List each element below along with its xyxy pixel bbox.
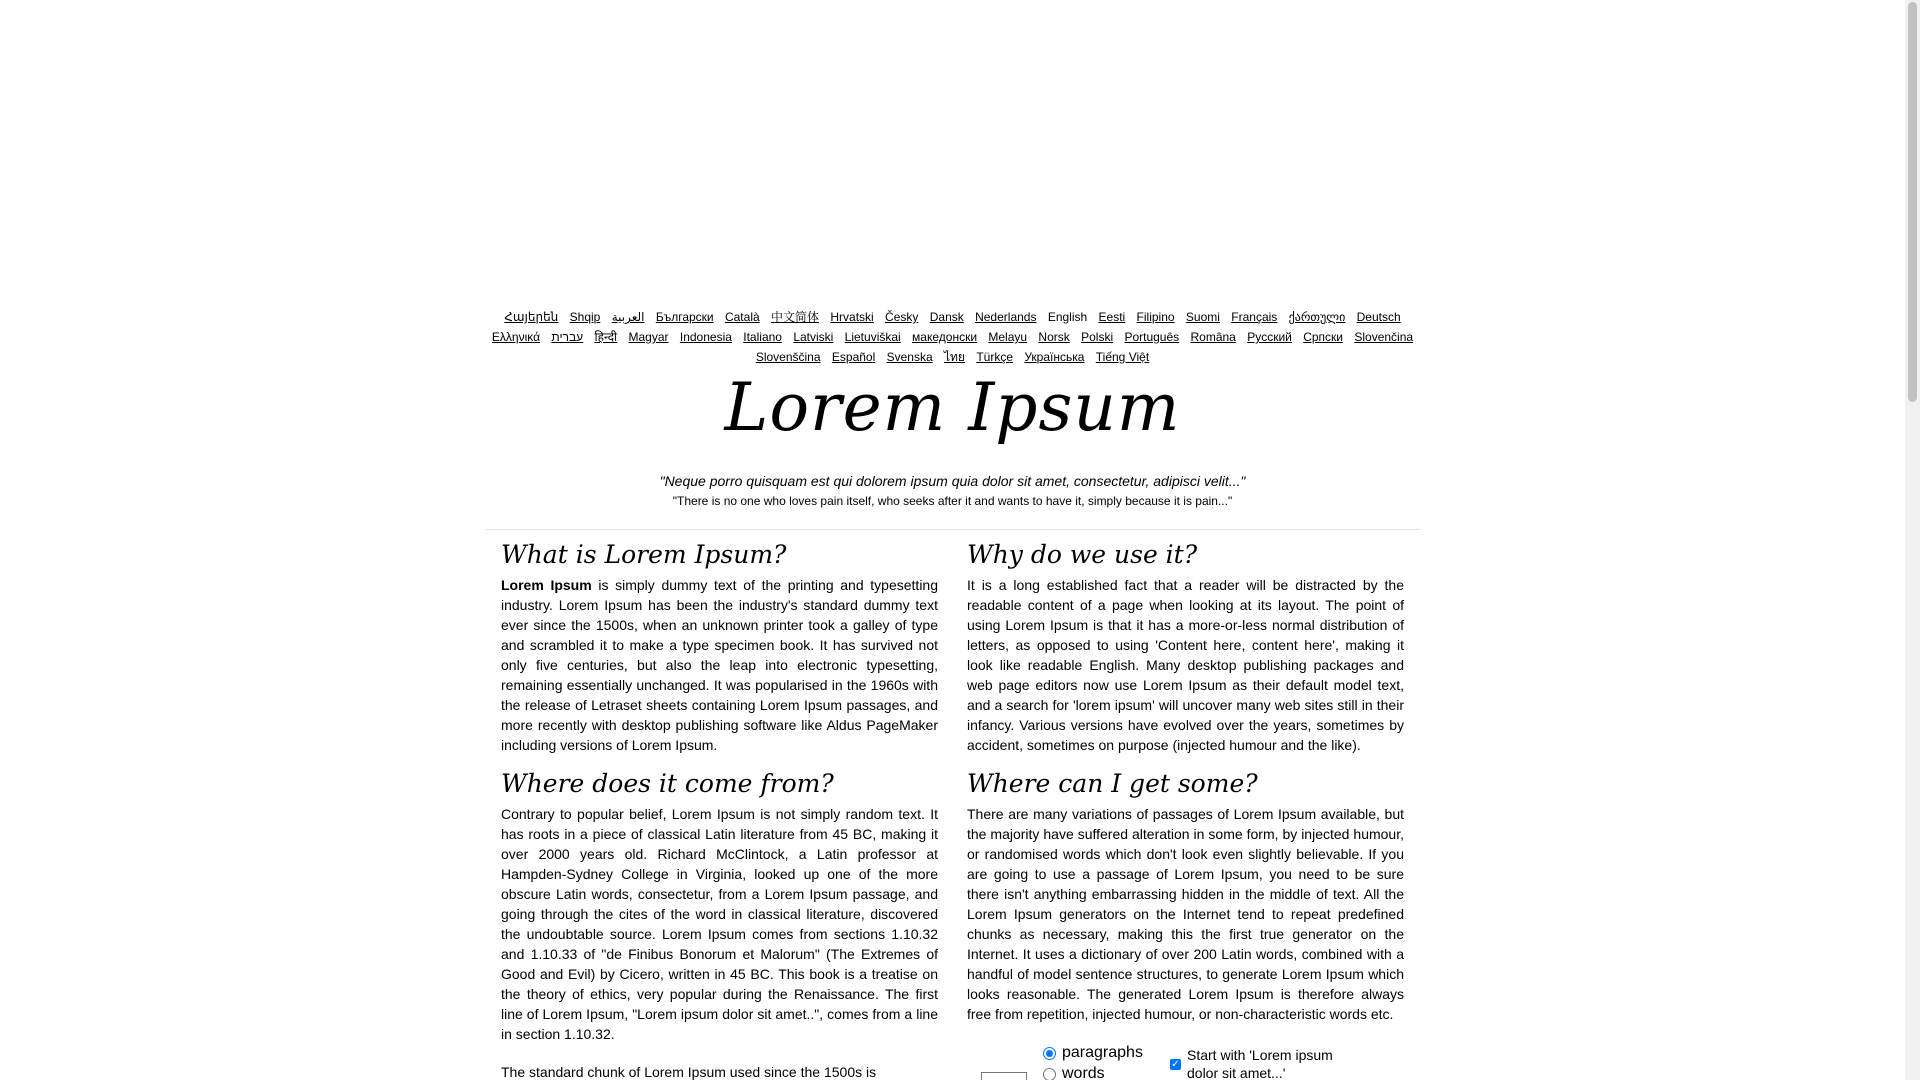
language-link[interactable]: Česky bbox=[885, 310, 919, 324]
amount-input[interactable] bbox=[981, 1072, 1027, 1080]
language-link[interactable]: Româna bbox=[1190, 330, 1236, 344]
language-link[interactable]: Português bbox=[1124, 330, 1180, 344]
section-body: It is a long established fact that a reader will be distracted by the readable content of a page when looking at its layout. The point of using Lorem Ipsum is that it has a more-or-less normal distribution of letters, as opposed to using 'Content here, content here', making it look like readable English. Many desktop publishing packages and web page editors now use Lorem Ipsum as their default model text, and a search for 'lorem ipsum' will uncover many web sites still in their infancy. Various versions have evolved over the years, sometimes by accident, sometimes on purpose (injected humour and the like). bbox=[967, 577, 1404, 753]
language-link[interactable]: Nederlands bbox=[975, 310, 1037, 324]
language-link[interactable]: Norsk bbox=[1038, 330, 1070, 344]
language-link[interactable]: Tiếng Việt bbox=[1095, 350, 1150, 364]
radio-words[interactable] bbox=[1043, 1068, 1056, 1080]
divider bbox=[485, 529, 1420, 530]
section-what bbox=[501, 535, 938, 755]
language-link[interactable]: العربية bbox=[611, 310, 645, 324]
language-link[interactable]: Svenska bbox=[886, 350, 933, 364]
language-link[interactable]: Српски bbox=[1303, 330, 1344, 344]
section-heading: Where does it come from? bbox=[501, 769, 834, 798]
latin-quote: "Neque porro quisquam est qui dolorem ipsum quia dolor sit amet, consectetur, adipisci velit..." bbox=[659, 473, 1246, 489]
language-link[interactable]: Hrvatski bbox=[830, 310, 874, 324]
body-text: is simply dummy text of the printing and typesetting industry. Lorem Ipsum has been the industry's standard dummy text ever since the 1500s, when an unknown printer took a galley of type and scrambled it to make a type specimen book. It has survived not only five centuries, but also the leap into electronic typesetting, remaining essentially unchanged. It was popularised in the 1960s with the release of Letraset sheets containing Lorem Ipsum passages, and more recently with desktop publishing software like Aldus PageMaker including versions of Lorem Ipsum. bbox=[501, 577, 939, 753]
language-link[interactable]: Հայերեն bbox=[504, 310, 559, 324]
language-link[interactable]: ไทย bbox=[943, 350, 965, 364]
language-link[interactable]: Català bbox=[724, 310, 760, 324]
language-link[interactable]: Indonesia bbox=[679, 330, 732, 344]
option-words-label: words bbox=[1062, 1065, 1105, 1080]
language-link[interactable]: Español bbox=[831, 350, 876, 364]
language-link[interactable]: Deutsch bbox=[1356, 310, 1401, 324]
language-link[interactable]: עברית bbox=[551, 330, 584, 344]
language-link[interactable]: Shqip bbox=[569, 310, 601, 324]
language-link[interactable]: Türkçe bbox=[976, 350, 1013, 364]
language-link[interactable]: Polski bbox=[1081, 330, 1114, 344]
page-title: Lorem Ipsum bbox=[724, 369, 1181, 446]
language-link[interactable]: ქართული bbox=[1288, 310, 1346, 324]
language-link[interactable]: Dansk bbox=[929, 310, 964, 324]
language-link[interactable]: Eesti bbox=[1098, 310, 1126, 324]
start-with-lorem-label: Start with 'Lorem ipsum dolor sit amet...' bbox=[1187, 1047, 1333, 1080]
language-link[interactable]: 中文简体 bbox=[771, 310, 820, 324]
language-link[interactable]: Українська bbox=[1024, 350, 1085, 364]
language-link[interactable]: हिन्दी bbox=[594, 330, 618, 344]
english-quote: "There is no one who loves pain itself, who seeks after it and wants to have it, simply because it is pain..." bbox=[672, 494, 1233, 508]
option-words[interactable] bbox=[1043, 1064, 1105, 1080]
scrollbar-thumb[interactable] bbox=[1908, 2, 1917, 402]
option-paragraphs-label: paragraphs bbox=[1062, 1044, 1143, 1061]
section-heading: Where can I get some? bbox=[967, 769, 1258, 798]
section-heading: What is Lorem Ipsum? bbox=[501, 540, 787, 569]
language-link[interactable]: Български bbox=[655, 310, 714, 324]
language-link: English bbox=[1047, 310, 1088, 324]
language-link[interactable]: Ελληνικά bbox=[491, 330, 541, 344]
section-body: Contrary to popular belief, Lorem Ipsum is not simply random text. It has roots in a piece of classical Latin literature from 45 BC, making it over 2000 years old. Richard McClintock, a Latin professor at Hampden-Sydney College in Virginia, looked up one of the more obscure Latin words, consectetur, from a Lorem Ipsum passage, and going through the cites of the word in classical literature, discovered the undoubtable source. Lorem Ipsum comes from sections 1.10.32 and 1.10.33 of "de Finibus Bonorum et Malorum" (The Extremes of Good and Evil) by Cicero, written in 45 BC. This book is a treatise on the theory of ethics, very popular during the Renaissance. The first line of Lorem Ipsum, "Lorem ipsum dolor sit amet..", comes from a line in section 1.10.32. bbox=[501, 806, 938, 1042]
language-link[interactable]: Suomi bbox=[1185, 310, 1220, 324]
language-selector bbox=[485, 307, 1420, 367]
section-body bbox=[501, 575, 938, 755]
radio-paragraphs[interactable] bbox=[1043, 1047, 1056, 1060]
option-paragraphs[interactable] bbox=[1043, 1043, 1143, 1063]
section-why bbox=[967, 535, 1404, 755]
language-link[interactable]: македонски bbox=[912, 330, 978, 344]
language-link[interactable]: Filipino bbox=[1136, 310, 1175, 324]
section-body: There are many variations of passages of Lorem Ipsum available, but the majority have suffered alteration in some form, by injected humour, or randomised words which don't look even slightly believable. If you are going to use a passage of Lorem Ipsum, you need to be sure there isn't anything embarrassing hidden in the middle of text. All the Lorem Ipsum generators on the Internet tend to repeat predefined chunks as necessary, making this the first true generator on the Internet. It uses a dictionary of over 200 Latin words, combined with a handful of model sentence structures, to generate Lorem Ipsum which looks reasonable. The generated Lorem Ipsum is therefore always free from repetition, injected humour, or non-characteristic words etc. bbox=[967, 806, 1404, 1022]
section-body: The standard chunk of Lorem Ipsum used since the 1500s is bbox=[501, 1064, 877, 1080]
section-where-from bbox=[501, 764, 938, 1044]
language-link[interactable]: Italiano bbox=[743, 330, 782, 344]
start-with-lorem-checkbox[interactable]: ✓ bbox=[1171, 1059, 1180, 1070]
section-where-get bbox=[967, 764, 1404, 1024]
lead-text: Lorem Ipsum bbox=[501, 577, 592, 593]
language-link[interactable]: Latviski bbox=[793, 330, 834, 344]
section-heading: Why do we use it? bbox=[967, 540, 1198, 569]
language-link[interactable]: Français bbox=[1231, 310, 1278, 324]
section-standard-chunk bbox=[501, 1062, 938, 1080]
language-link[interactable]: Pyccкий bbox=[1247, 330, 1292, 344]
language-link[interactable]: Slovenčina bbox=[1354, 330, 1414, 344]
language-link[interactable]: Melayu bbox=[988, 330, 1028, 344]
vertical-scrollbar[interactable] bbox=[1905, 0, 1920, 1080]
language-link[interactable]: Slovenščina bbox=[755, 350, 821, 364]
language-link[interactable]: Lietuviškai bbox=[844, 330, 901, 344]
language-link[interactable]: Magyar bbox=[628, 330, 669, 344]
